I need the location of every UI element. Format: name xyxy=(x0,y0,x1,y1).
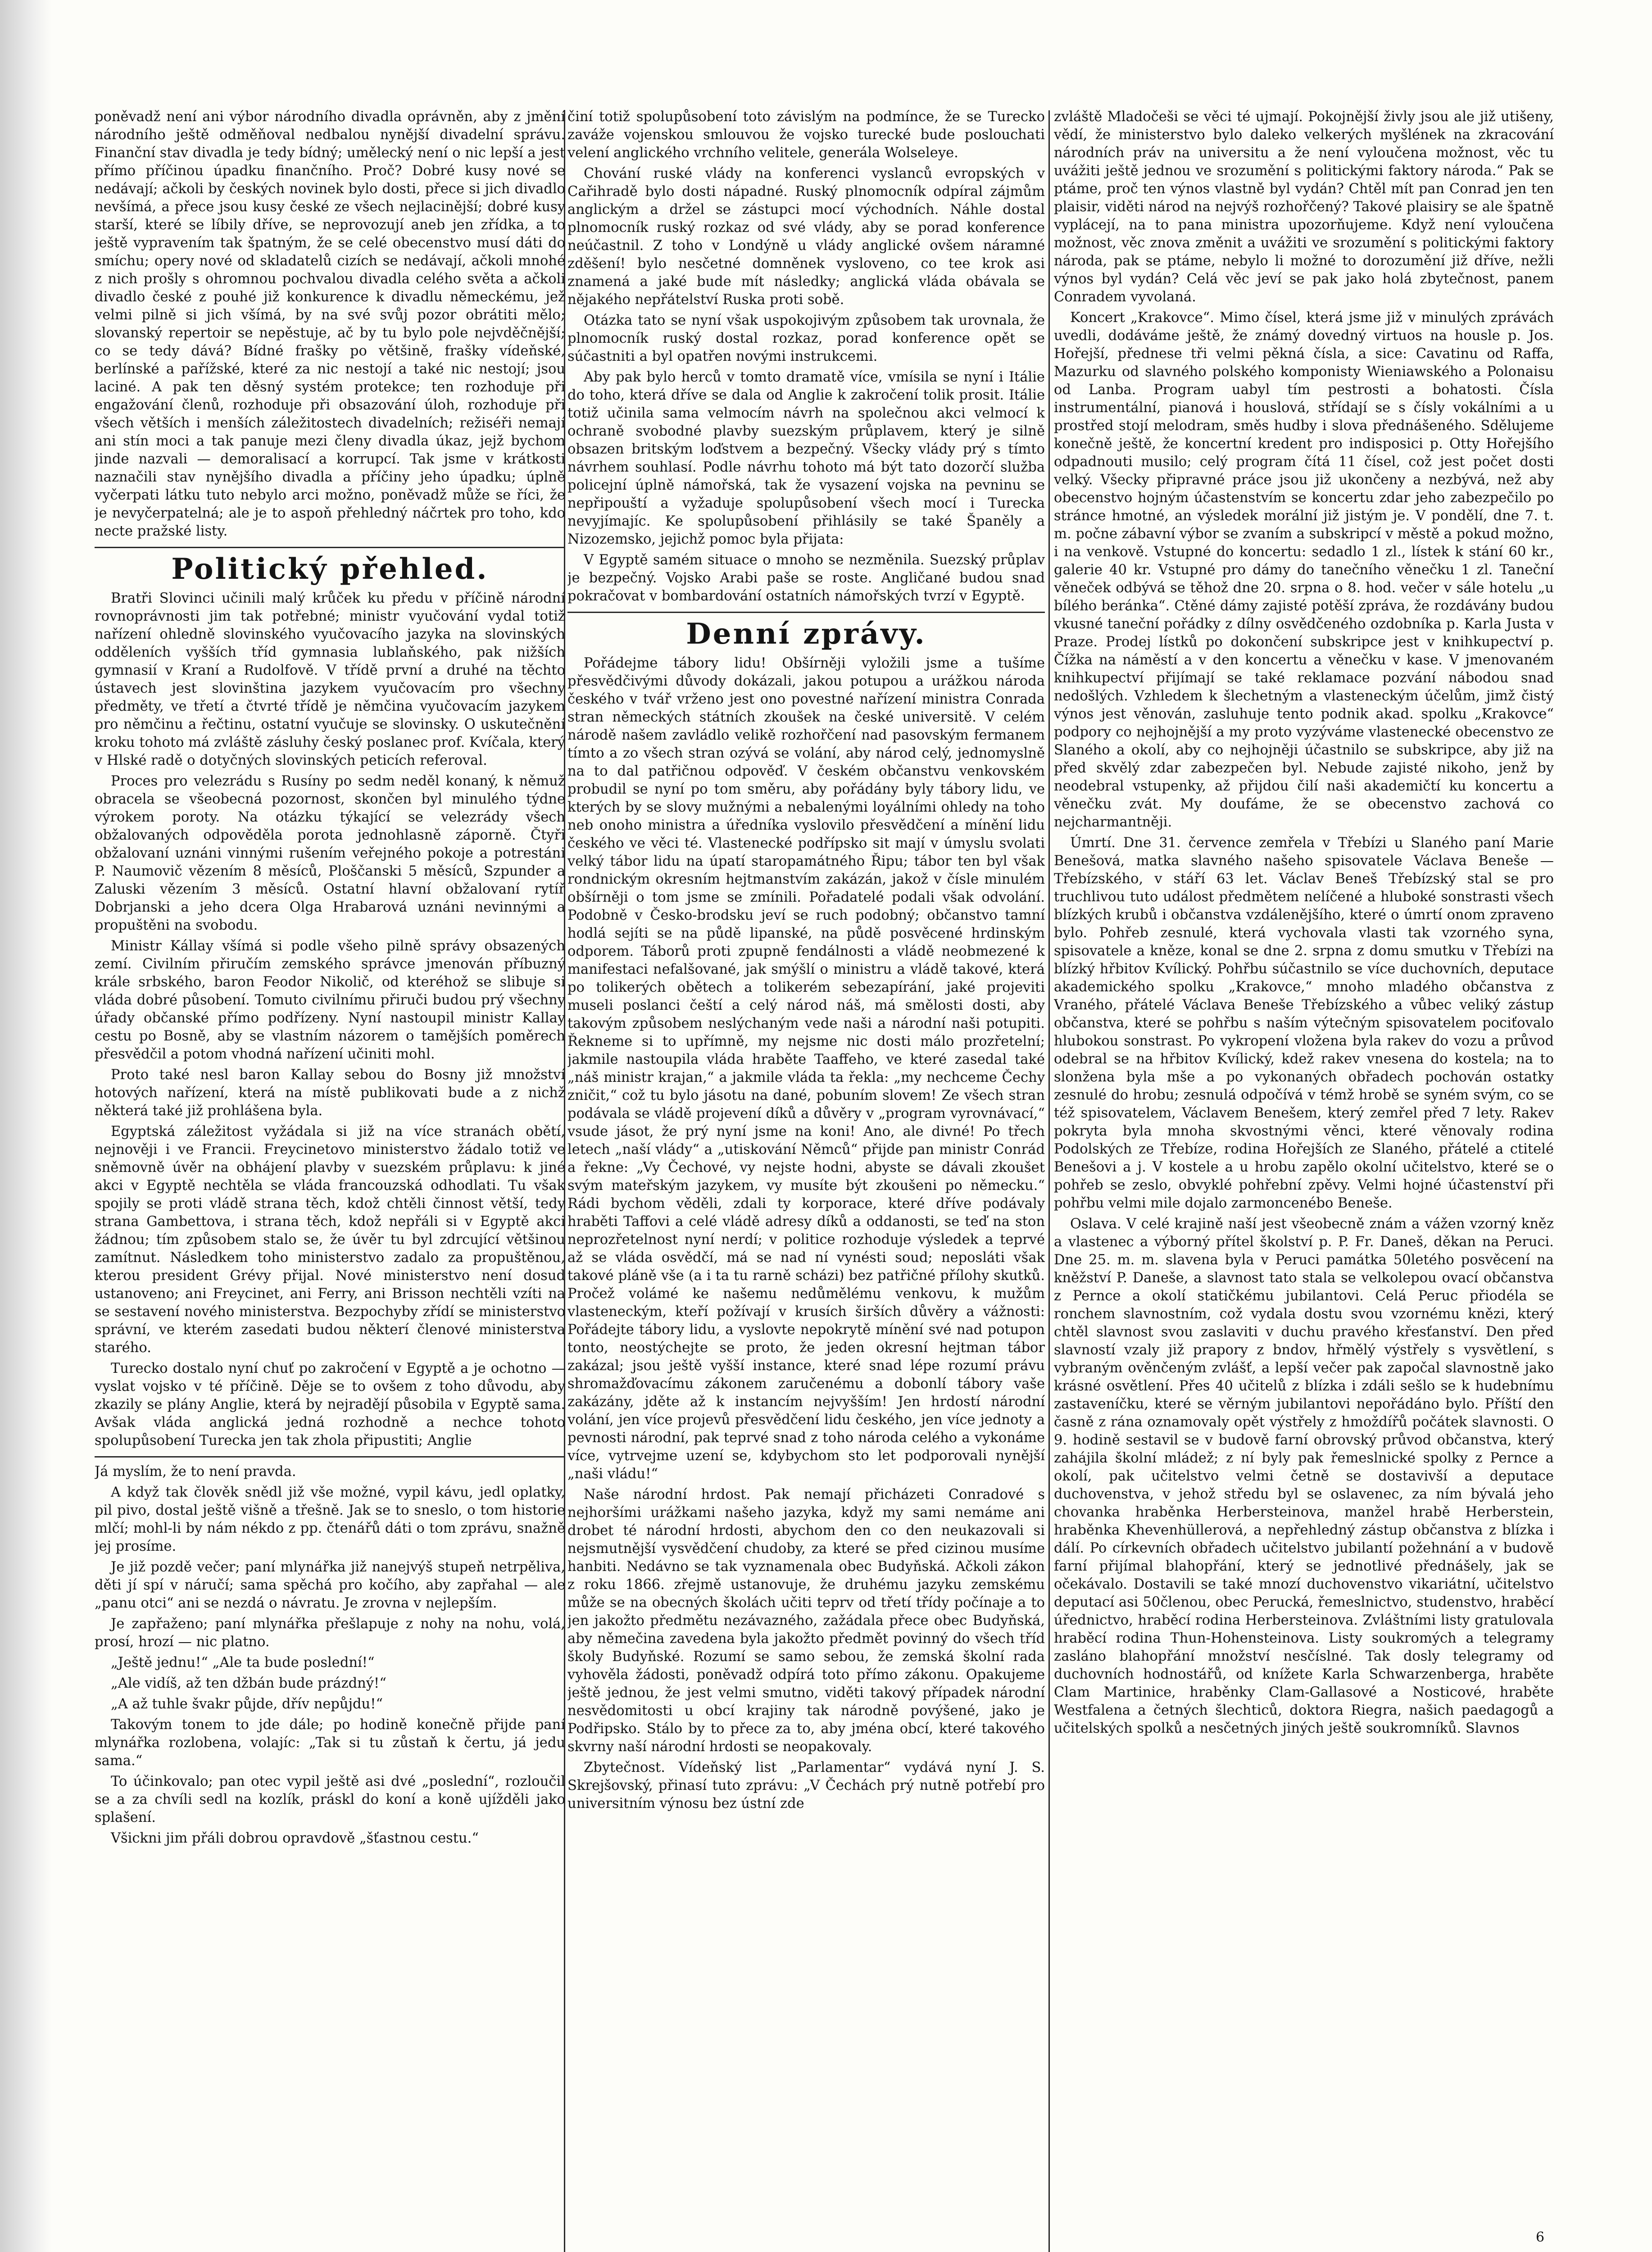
feuilleton-line: Všickni jim přáli dobrou opravdově „šťastnou cestu.“ xyxy=(111,1830,479,1846)
column-3 xyxy=(1054,108,1554,2252)
feuilleton-line: To účinkovalo; pan otec vypil ještě asi dvé „poslední“, rozloučil se a za chvíli sedl na kozlík, práskl do koní a koně ujížděli jako splašení. xyxy=(95,1774,565,1825)
feuilleton-line: A když tak člověk snědl již vše možné, vypil kávu, jedl oplatky, pil pivo, dostal ještě višně a třešně. Jak se to sneslo, o tom historie mlčí; mohl-li by nám nékdo z pp. čtenářů dáti o tom zprávu, snažně jej prosíme. xyxy=(95,1485,565,1554)
feuilleton-line: „Ještě jednu!“ „Ale ta bude poslední!“ xyxy=(111,1655,375,1671)
politics-paragraph-turecko: Turecko dostalo nyní chuť po zakročení v Egyptě a je ochotno — vyslat vojsko v té příčině. Děje se to ovšem z toho důvodu, aby zkazily se plány Anglie, která by nejradějí působila v Egyptě sama. Avšak vláda anglická jedná rozhodně a nechce tohoto spolupůsobení Turecka jen tak zhola připustiti; Anglie xyxy=(95,1361,565,1448)
politics-continued: činí totiž spolupůsobení toto závislým na podmínce, že se Turecko zaváže vojenskou smlouvou že vojsko turecké bude poslouchati velení anglického vrchního velitele, generála Wolseleye. xyxy=(567,109,1045,161)
section-divider xyxy=(567,612,1045,613)
news-continued: zvláště Mladočeši se věci té ujmají. Pokojnější živly jsou ale již utišeny, vědí, že ministerstvo bylo daleko velkerých myšlének na zkracování národních práv na universitu a že není vyloučena možnost, věc tu uvážiti ještě jednou ve srozumění s politickými faktory národa.“ Pak se ptáme, proč ten výnos vlastně byl vydán? Chtěl mít pan Conrad jen ten plaisir, viděti národ na nejvýš rozhořčený? Takové plaisiry se ale špatně vyplácejí, na to pana ministra upozorňujeme. Když není vyloučena možnost, věc znova změnit a uvážiti ve srozumění s politickými faktory národa, pak se ptáme, nebylo li možné to dorozumění již dříve, nežli výnos byl vydán? Celá věc jeví se pak jako holá zbytečnost, panem Conradem vyvolaná. xyxy=(1054,109,1554,305)
column-1 xyxy=(95,108,565,2252)
feuilleton-line: Já myslím, že to není pravda. xyxy=(95,1464,296,1480)
feuilleton-divider xyxy=(95,1456,565,1457)
scan-edge-shadow xyxy=(0,0,52,2252)
politics-paragraph-kallay-2: Proto také nesl baron Kallay sebou do Bosny již množství hotových nařízení, která na místě publikovati bude a z nichž některá také již prohlášena byla. xyxy=(95,1067,565,1119)
politics-paragraph-egypt-2: V Egyptě samém situace o mnoho se nezměnila. Suezský průplav je bezpečný. Vojsko Arabi paše se roste. Angličané budou snad pokračovat v bombardování ostatních námořských tvrzí v Egyptě. xyxy=(567,552,1045,604)
politics-paragraph-otazka: Otázka tato se nyní však uspokojivým způsobem tak urovnala, že plnomocník ruský dostal rozkaz, porad konference opět se súčastniti a byl opatřen novými instrukcemi. xyxy=(567,313,1045,364)
politics-paragraph-rusko: Chování ruské vlády na konferenci vyslanců evropských v Cařihradě bylo dosti nápadné. Ruský plnomocník odpíral zájmům anglickým a držel se zástupci mocí východních. Náhle dostal plnomocník ruský rozkaz od své vlády, aby se porad konference neúčastnil. Z toho v Londýně u vlády anglické ovšem náramné zděšení! bylo nesčetné domněnek vysloveno, co tee krok asi znamená a jaké bude mít následky; anglická vláda obávala se nějakého nepřátelství Ruska proti sobě. xyxy=(567,166,1045,308)
section-title-news: Denní zprávy. xyxy=(686,617,926,651)
feuilleton-line: Takovým tonem to jde dále; po hodině konečně přijde paní mlynářka rozlobena, volajíc: „Tak si tu zůstaň k čertu, já jedu sama.“ xyxy=(95,1717,565,1769)
news-paragraph-oslava: Oslava. V celé krajině naší jest všeobecně znám a vážen vzorný kněz a vlastenec a výborný přítel školství p. P. Fr. Daneš, děkan na Peruci. Dne 25. m. m. slavena byla v Peruci památka 50letého posvěcení na kněžství P. Daneše, a slavnost tato stala se velkolepou ovací občanstva z Pernce a okolí statičkému jubilantovi. Celá Peruc přiodéla se ronchem slavnostním, což vydala dostu svou vzornému knězi, který chtěl slavnost svou zaslaviti v duchu pravého křesťanství. Den před slavností vzaly již prapory z bndov, hřmělý výstřely s vysvětlení, s vybraným ověnčeným zvlášť, a lepší večer pak započal slavnostně jako krásné osvětlení. Přes 40 učitelů z blízka i zdáli sešlo se k hudebnímu zastaveníčku, které se věrným jubilantovi nepořádáno bylo. Příští den časně z rána oznamovaly opět výstřely z hmoždířů počátek slavnosti. O 9. hodině sestavil se v budově farní obrovský průvod občanstva, který zahájila školní mládež; z ní byly pak řemeslnické spolky z Pernce a okolí, pak učitelstvo velmi četně se dostavivší a deputace duchovenstva, v jehož středu byl se oslavenec, za ním bývalá jeho chovanka hraběnka Herbersteinova, manžel hrabě Herberstein, hraběnka Khevenhüllerová, a nepřehledný zástup občanstva z blízka i dálí. Po církevních obřadech učitelstvo jubilantí požehnání a v budově farní přijímal blahopřání, který se jednotlivé přednášely, jak se očekávalo. Dostavili se také mnozí duchovenstvo vikariátní, učitelstvo deputací asi 50členou, obec Perucká, řemeslnictvo, studenstvo, hraběcí úřednictvo, hraběcí rodina Herbersteinova. Zvláštními listy gratulovala hraběcí rodina Thun-Hohensteinova. Listy soukromých a telegramy zasláno blahopřání množství nesčíslné. Tak dosly telegramy od duchovních hodnostářů, od knížete Karla Schwarzenberga, hraběte Clam Martinice, hraběnky Clam-Gallasové a Nosticové, hraběte Westfalena a četných šlechticů, doktora Riegra, našich paedagogů a učitelských spolků a nesčetných jiných ještě soukromníků. Slavnos xyxy=(1054,1216,1554,1736)
news-paragraph-umrti: Úmrtí. Dne 31. července zemřela v Třebízi u Slaného paní Marie Benešová, matka slavného našeho spisovatele Václava Beneše — Třebízského, v stáří 63 let. Václav Beneš Třebízský stal se pro truchlivou tuto událost předmětem nelíčené a hluboké sonstrasti všech blízkých krubů i občanstva vzdálenějšího, které o úmrtí onom zpraveno bylo. Pohřeb zesnulé, která vychovala vlasti tak vzorného syna, spisovatele a kněze, konal se dne 2. srpna z domu smutku v Třebízi na blízký hřbitov Kvílický. Pohřbu súčastnilo se více duchovních, deputace akademického spolku „Krakovce,“ mnoho mladého občanstva z Vraného, přátelé Václava Beneše Třebízského a vůbec veliký zástup občanstva, které se pohřbu s naším výtečným spisovatelem pociťovalo hlubokou sonstrast. Po vykropení vložena byla rakev do vozu a průvod odebral se na hřbitov Kvílický, kdež rakev vnesena do kostela; na to slonžena byla mše a po vykonaných obřadech pochován ostatky zesnulé do hrobu; zesnulá odpočívá v témž hrobě se syném svým, co se též spisovatelem, Václavem Benešem, který zemřel před 7 lety. Rakev pokryta byla mnoha skvostnými věnci, které věnovaly rodina Podolských ze Třebíze, rodina Hořejších ze Slaného, přátelé a ctitelé Benešovi a j. V kostele a u hrobu zapělo okolní učitelstvo, které se o pohřeb se zeslo, obvyklé pohřební zpěvy. Velmi hojné účastenství při pohřbu velmi mile dojalo zarmoncenébo Beneše. xyxy=(1054,835,1554,1211)
theatre-article-text: poněvadž není ani výbor národního divadla oprávněn, aby z jmění národního ještě odměňoval nedbalou nynější divadelní správu. Finanční stav divadla je tedy bídný; umělecký není o nic lepší a jest přímo příčinou úpadku finančního. Proč? Dobré kusy nové se nedávají; ačkoli by českých novinek bylo dosti, přece si jich divadlo nevšímá, a přece jsou kusy české ze všech nejlacinější; dobré kusy starší, které se líbily dříve, se neprovozují aneb jen zřídka, a to ještě vypravením tak špatným, že se celé obecenstvo musí dáti do smíchu; opery nové od skladatelů cizích se nedávají, ačkoli mnohé z nich prošly s ohromnou pochvalou divadla celého světa a ačkoli divadlo české z pouhé již konkurence k divadlu německému, jež velmi pilně si jich všímá, by na své svůj pozor obrátiti mělo; slovanský repertoir se nepěstuje, ač by tu bylo pole nejvděčnější; co se tedy dává? Bídné frašky po většině, frašky vídeňské, berlínské a pařížské, které za nic nestojí a také nic nestojí; jsou laciné. A pak ten děsný systém protekce; ten rozhoduje při engažování členů, rozhoduje při obsazování úloh, rozhoduje při všech větších i menších záležitostech divadelních; režiséři nemají ani stín moci a tak panuje mezi členy divadla úkaz, jejž bychom jinde nazvali — demoralisací a korrupcí. Tak jsme v krátkosti naznačili stav nynějšího divadla a příčiny jeho úpadku; úplně vyčerpati látku tuto nebylo arci možno, poněvadž může se říci, že je nevyčerpatelná; ale je to aspoň přehledný náčrtek pro toho, kdo necte pražské listy. xyxy=(95,109,565,539)
politics-paragraph-kallay: Ministr Kállay všímá si podle všeho pilně správy obsazených zemí. Civilním přiručím zemského správce jmenován příbuzný krále srbského, baron Feodor Nikolič, od kteréhož se slibuje si vláda dobré působení. Tomuto civilnímu přiruči budou prý všechny úřady občanské přímo podřízeny. Nyní nastoupil ministr Kallay cestu po Bosně, aby se vlastním názorem o tamějších poměrech přesvědčil a potom vhodná nařízení učiniti mohl. xyxy=(95,938,565,1062)
politics-paragraph-italie: Aby pak bylo herců v tomto dramatě více, vmísila se nyní i Itálie do toho, která dříve se dala od Anglie k zakročení tolik prosit. Itálie totiž učinila sama velmocím návrh na společnou akci velmocí k ochraně svobodné plavby suezským průplavem, který je silně obsazen britským loďstvem a bezpečný. Všecky vlády prý s tímto návrhem souhlasí. Podle návrhu tohoto má být tato dozorčí služba policejní úplně námořská, tak že vysazení vojska na pevninu se nepřipouští a vyžaduje spolupůsobení všech mocí i Turecka nevyjímajíc. Ke spolupůsobení přihlásily se také Španěly a Nizozemsko, jejichž pomoc byla přijata: xyxy=(567,369,1045,547)
feuilleton-line: „Ale vidíš, až ten džbán bude prázdný!“ xyxy=(111,1675,386,1691)
news-paragraph-koncert: Koncert „Krakovce“. Mimo čísel, která jsme již v minulých zprávách uvedli, dodáváme ještě, že známý dovedný virtuos na housle p. Jos. Hořejší, přednese tři velmi pěkná čísla, a sice: Cavatinu od Raffa, Mazurku od slavného polského komponisty Wieniawského a Polonaisu od Lanba. Program uabyl tím pestrosti a bohatosti. Čísla instrumentální, pianová i houslová, střídají se s čísly vokálními a u prostřed stojí melodram, směs hudby i slova přednášeného. Sdělujeme konečně ještě, že koncertní kredent pro indisposici p. Otty Hořejšího odpadnouti musilo; celý program čítá 11 čísel, což jest počet dosti velký. Všecky připravné práce jsou již ukončeny a nezbývá, než aby obecenstvo hojným účastenstvím se koncertu zdar jeho zabezpečilo po stránce hmotné, an výsledek morální již jistým je. V pondělí, dne 7. t. m. počne zábavní výbor se zvaním a subskripcí v městě a pokud možno, i na venkově. Vstupné do koncertu: sedadlo 1 zl., lístek k stání 60 kr., galerie 40 kr. Vstupné pro dámy do tanečního věnečku 1 zl. Taneční věneček odbývá se těhož dne 20. srpna o 8. hod. večer v sále hotelu „u bílého beránka“. Ctěné dámy zajisté potěší zpráva, že rozdávány budou vkusné taneční pořádky z dílny osvědčeného ozdobníka p. Karla Justa v Praze. Prodej lístků po dokončení subskripce jest v knihkupectví p. Čížka na náměstí a v den koncertu a věnečku v kase. V jmenovaném knihkupectví přijímají se také reklamace pozvání nábodou snad nedošlých. Vzhledem k šlechetným a vlasteneckým účelům, jimž čistý výnos jest věnován, zasluhuje tento podnik akad. spolku „Krakovce“ podpory co nejhojnější a my proto vyzýváme vlastenecké obecenstvo ze Slaného a okolí, aby co nejhojněji účastnilo se subskripce, aby již na před skvělý zdar zabezpečen byl. Nebude zajisté nikoho, jenž by neodebral vstupenky, až přijdou čilí naši akademičtí ku koncertu a věnečku zvát. My doufáme, že se obecenstvo zachová co nejcharmantněji. xyxy=(1054,310,1554,830)
news-paragraph-tabory: Pořádejme tábory lidu! Obšírněji vyložili jsme a tušíme přesvědčivými důvody dokázali, jakou potupou a urážkou národa českého v tvář vrženo jest ono povestné nařízení ministra Conrada stran německých státních zkoušek na české universitě. V celém národě našem zavládlo velikě rozhořčení nad pasovským fermanem tímto a zo všech stran ozývá se volání, aby národ celý, jednomyslně na to dal patřičnou odpověď. V českém občanstvu venkovském probudil se nyní po tom směru, aby pořádány byly tábory lidu, ve kterých by se slovy mužnými a nebalenými loyálními ohledy na toho neb onoho ministra a úředníka vyslovilo přesvědčení a mínění lidu českého ve věci té. Vlastenecké podřípsko sit mají v úmyslu svolati velký tábor lidu na úpatí staropamátného Řipu; tábor ten byl však rondnickým okresním hejtmanstvím zakázán, jakož v čísle minulém obšírněji o tom jsme se zmínili. Pořadatelé podali však odvolání. Podobně v Česko-brodsku jeví se ruch podobný; občanstvo tamní hodlá sejíti se na půdě lipanské, na půdě posvěcené hrdinským odporem. Táborů proti zpupně fendálnosti a vládě neobmezené k manifestaci nefalšované, jak smýšlí o ministru a vládě takové, která po tolikerých obětech a tolikerém sebezapírání, jaké projeviti museli poslanci čeští a celý národ náš, má smělosti dosti, aby takovým způsobem neslýchaným vede naši a národní naši potupiti. Řekneme si to upřímně, my nejsme nic dosti málo prozřetelní; jakmile nastoupila vláda hraběte Taaffeho, ve které zasedal také „náš ministr krajan,“ a jakmile vláda ta řekla: „my nechceme Čechy zničit,“ což tu bylo jásotu na dané, pobuním slovem! Ze všech stran podávala se vládě projevení díků a důvěry v „program vyrovnávací,“ vsude jásot, že prý nyní jsme na koni! Ano, ale divné! Po třech letech „naší vlády“ a „utiskování Němců“ přijde pan ministr Conrád a řekne: „Vy Čechové, vy nejste hodni, abyste se dávali zkoušet svým mateřským jazykem, vy musíte být zkoušeni po německu.“ Rádi bychom věděli, zdali ty korporace, které dříve podávaly hraběti Taffovi a celé vládě adresy díků a oddanosti, se teď na ston neprozřetelnost nyní nerdí; v politice rozhoduje výsledek a teprvé až se vláda osvědčí, má se nad ní vynésti soud; neposláti však takové pláně vše (a i ta tu rarně scházi) bez patřičné přílohy skutků. Pročež volámé ke našemu nedůmělému venkovu, k mužům vlasteneckým, kteří požívají v krusích širších důvěry a vážnosti: Pořádejte tábory lidu, a vyslovte nepokrytě mínění své nad potupon tonto, neostýchejte se proto, že jeden okresní hejtman tábor zakázal; jsou ještě vyšší instance, které snad lépe rozumí právu shromažďovacímu zákonem zaručenému a dobonlí tábory vaše zakázány, jděte až k instancím nejvyšším! Jen hrdostí národní volání, jen více projevů přesvědčení lidu českého, jen více jednoty a pevnosti národní, pak teprvé snad z toho národa celého a vykonáme více, vytrvejme uzení se, kdybychom sto let podporovali nynější „naši vládu!“ xyxy=(567,655,1045,1482)
news-paragraph-zbytecnost: Zbytečnost. Vídeňský list „Parlamentar“ vydává nyní J. S. Skrejšovský, přinasí tuto zprávu: „V Čechách prý nutně potřebí pro universitním výnosu bez ústní zde xyxy=(567,1760,1045,1812)
feuilleton-line: „A až tuhle švakr půjde, dřív nepůjdu!“ xyxy=(111,1696,383,1712)
column-rule-2 xyxy=(1048,110,1050,2252)
news-paragraph-hrdost: Naše národní hrdost. Pak nemají přicházeti Conradové s nejhoršími urážkami našeho jazyka, když my sami nemáme ani drobet té národní hrdosti, abychom den co den neukazovali si nejsmutnější vysvědčení chudoby, za které se před cizinou musíme hanbiti. Nedávno se tak vyznamenala obec Budyňská. Ačkoli zákon z roku 1866. zřejmě ustanovuje, že druhému jazyku zemskému může se na obecných školách učiti teprv od třetí třídy počínaje a to jen jakožto předmětu nezávazného, zažádala přece obec Budyňská, aby němečina zavedena byla jakožto předmět povinný do všech tříd školy Budyňské. Rozumí se samo sebou, že zemská školní rada vyhověla žádosti, poněvadž odpírá toto přímo zákonu. Opakujeme ještě jednou, že jest velmi smutno, viděti takový případek národní nesvědomitosti u obcí krajiny tak národně povýšené, jako je Podřipsko. Stálo by to přece za to, aby jména obcí, které takového skvrny naší národní hrdosti se neopakovaly. xyxy=(567,1487,1045,1755)
politics-paragraph-slovinci: Bratři Slovinci učinili malý krůček ku předu v příčině národní rovnoprávnosti jim tak potřebné; ministr vyučování vydal totiž nařízení ohledně slovinského vyučovacího jazyka na slovinských odděleních vyšších tříd gymnasia lublaňského, pak nižších gymnasií v Kraní a Rudolfově. V třídě první a druhé na těchto ústavech jest slovinština jazykem vyučovacím pro všechny předměty, ve třetí a čtvrté třídě je němčina vyučovacím jazykem pro němčinu a řečtinu, ostatní vyučuje se slovinsky. O uskutečnění kroku tohoto má zvláště zásluhy český poslanec prof. Kvíčala, který v Hlské radě o dotyčných slovinských peticích referoval. xyxy=(95,590,565,768)
page-marker: 6 xyxy=(1536,2229,1545,2245)
section-divider xyxy=(95,547,565,548)
politics-paragraph-egypt: Egyptská záležitost vyžádala si již na více stranách obětí, nejnověji i ve Francii. Freycinetovo ministerstvo žádalo totiž ve sněmovně úvěr na obhájení plavby v suezském průplavu: k jiné akci v Egyptě nechtěla se vláda francouzská odhodlati. Tu však spojily se proti vládě strana těch, kdož chtěli činnost větší, tedy strana Gambettova, i strana těch, kdož nepřáli si v Egyptě akci žádnou; tím způsobem stalo se, že úvěr tu byl zdrcující většinou zamítnut. Následkem toho ministerstvo zadalo za propuštěnou, kterou president Grévy přijal. Nové ministerstvo není dosud ustanoveno; ani Freycinet, ani Ferry, ani Brisson nechtěli vzíti na se sestavení nového ministerstva. Bezpochyby zřídí se ministerstvo správní, ve kterém zasedati budou některí členové ministerstva starého. xyxy=(95,1124,565,1356)
column-2 xyxy=(567,108,1045,2252)
politics-paragraph-rusini: Proces pro velezrádu s Rusíny po sedm neděl konaný, k němuž obracela se všeobecná pozornost, skončen byl minulého týdne výrokem poroty. Na otázku týkající se velezrády všech obžalovaných odpověděla porota jednohlasně záporně. Čtyři obžalovaní uznáni vinnými rušením veřejného pokoje a potrestáni P. Naumovič vězením 8 měsíců, Ploščanski 5 měsíců, Szpunder a Zaluski vězením 3 měsíců. Ostatní hlavní obžalovaní rytíř Dobrjanski a jeho dcera Olga Hrabarová uznáni nevinnými a propuštěni na svobodu. xyxy=(95,773,565,933)
feuilleton-line: Je zapřaženo; paní mlynářka přešlapuje z nohy na nohu, volá, prosí, hrozí — nic platno. xyxy=(95,1616,565,1650)
feuilleton-line: Je již pozdě večer; paní mlynářka již nanejvýš stupeň netrpěliva, děti jí spí v náručí; sama spěchá pro kočího, aby zapřahal — ale „panu otci“ ani se nezdá o návratu. Je zrovna v nejlepším. xyxy=(95,1559,565,1611)
section-title-politics: Politický přehled. xyxy=(171,552,489,586)
